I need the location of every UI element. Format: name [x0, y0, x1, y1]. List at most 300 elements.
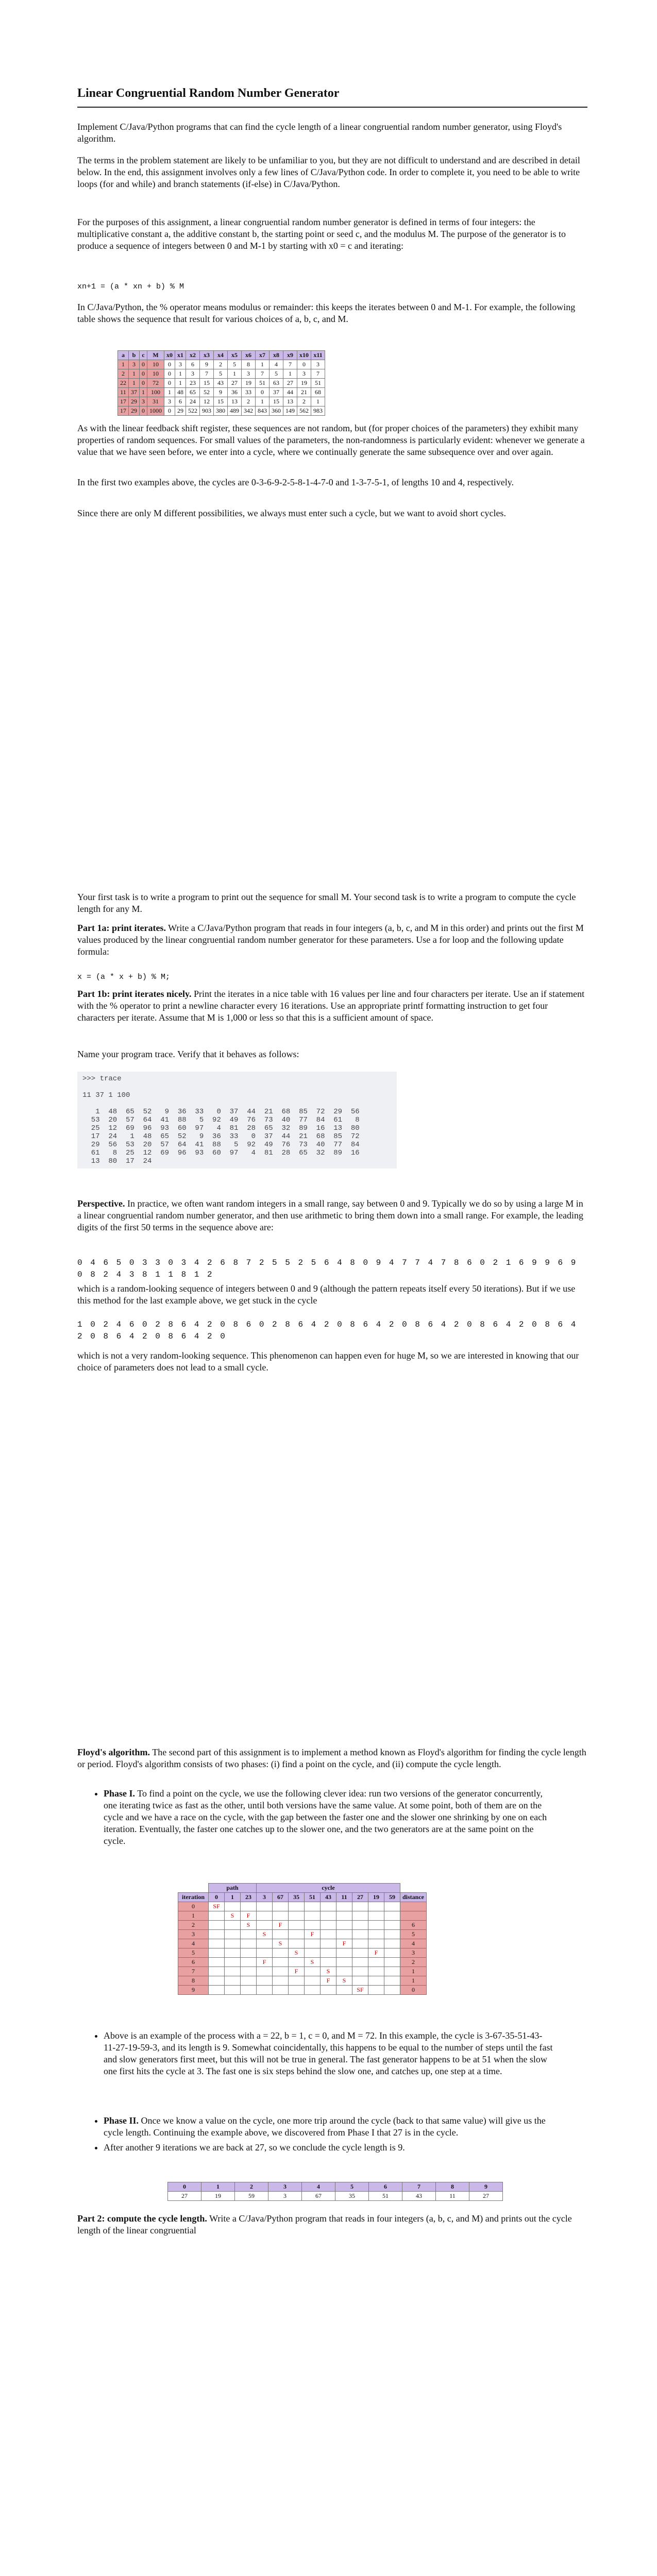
table1-cell: 7 [256, 369, 269, 379]
part1a-body: Write a C/Java/Python program that reads in four integers (a, b, c, and M in this order) and prints out the first M values produced by the linear congruential random number generator for these parameters. Use a for loop and the following update formula: [77, 923, 584, 957]
table2-cell [321, 1921, 336, 1930]
table2-header-cell: 35 [289, 1893, 305, 1902]
table1-cell: 21 [297, 388, 311, 397]
table1-cell: 342 [242, 406, 256, 416]
table2-cell [384, 1930, 400, 1939]
table2-cell [384, 1921, 400, 1930]
table2-cell: F [257, 1958, 273, 1967]
table2-header-cell: 27 [352, 1893, 368, 1902]
table1-cell: 24 [186, 397, 200, 406]
table2-cell [305, 1976, 321, 1986]
table2-cell [384, 1976, 400, 1986]
table1-cell: 33 [242, 388, 256, 397]
table1-cell: 1000 [147, 406, 164, 416]
table2-cell [225, 1930, 241, 1939]
table1-header-cell: M [147, 351, 164, 360]
table2-cell [225, 1958, 241, 1967]
table1-cell: 23 [186, 379, 200, 388]
table1-cell: 1 [175, 369, 186, 379]
table3-index-cell: 3 [268, 2182, 302, 2192]
phase2-heading: Phase II. [104, 2115, 139, 2126]
table1-cell: 1 [164, 388, 175, 397]
table2-cell [257, 1902, 273, 1911]
table1-cell: 100 [147, 388, 164, 397]
table1-cell: 0 [140, 369, 147, 379]
table2-cell [241, 1939, 257, 1948]
part1a-paragraph [77, 922, 587, 958]
table2-cell [368, 1986, 384, 1995]
table1-header-cell: x1 [175, 351, 186, 360]
table1-header-cell: b [129, 351, 140, 360]
table1-cell: 10 [147, 369, 164, 379]
table1-cell: 3 [129, 360, 140, 369]
table1-cell: 17 [118, 397, 129, 406]
perspective-body: In practice, we often want random integers in a small range, say between 0 and 9. Typically we do so by using a large M in a linear congruential random number generator, and then use arithmetic to bring them down into a small range. For example, the leading digits of the first 50 terms in the sequence above are: [77, 1198, 583, 1232]
table2-row [178, 1921, 427, 1930]
table2-row [178, 1986, 427, 1995]
table1-cell: 0 [140, 379, 147, 388]
table2-cell [384, 1967, 400, 1976]
table1-cell: 1 [311, 397, 325, 406]
table2-cell [225, 1948, 241, 1958]
lcg-example-table [117, 350, 325, 416]
table2-header-cell: 67 [273, 1893, 289, 1902]
table1-cell: 22 [118, 379, 129, 388]
table2-header-cell: iteration [178, 1893, 209, 1902]
phase1-heading: Phase I. [104, 1788, 136, 1799]
table2-row [178, 1930, 427, 1939]
table1-cell: 3 [164, 397, 175, 406]
table2-cell [241, 1902, 257, 1911]
table2-cell: F [241, 1911, 257, 1921]
table2-cell [336, 1986, 352, 1995]
table3-value-cell: 3 [268, 2192, 302, 2201]
table2-cell [352, 1911, 368, 1921]
table2-cell [336, 1958, 352, 1967]
table2-cell [289, 1986, 305, 1995]
table1-cell: 1 [228, 369, 242, 379]
phase2-body: Once we know a value on the cycle, one more trip around the cycle (back to that same value) will give us the cycle length. Continuing the example above, we discovered from Phase I that 27 is in the cycle. [104, 2115, 546, 2138]
table3-index-cell: 9 [469, 2182, 503, 2192]
table1-cell: 37 [129, 388, 140, 397]
table2-cell [368, 1967, 384, 1976]
table1-cell: 2 [118, 369, 129, 379]
table1-cell: 1 [140, 388, 147, 397]
table2-cell [321, 1902, 336, 1911]
table3-value-cell: 51 [369, 2192, 402, 2201]
floyd-race-table [178, 1883, 427, 1995]
table1-cell: 52 [200, 388, 214, 397]
table2-cell [209, 1921, 225, 1930]
phase1-body: To find a point on the cycle, we use the following clever idea: run two versions of the generator concurrently, one iterating twice as fast as the other, until both versions have the same value. At some point, both of them are on the cycle and we have a race on the cycle, with the gap between the faster one and the slower one shrinking by one on each iteration. Eventually, the faster one catches up to the slower one, and the two generators are at the same point on the cycle. [104, 1788, 547, 1846]
table2-cell [273, 1967, 289, 1976]
table2-cell [368, 1958, 384, 1967]
table1-cell: 19 [297, 379, 311, 388]
table1-cell: 5 [269, 369, 283, 379]
table2-cell: 1 [178, 1911, 209, 1921]
table2-row [178, 1967, 427, 1976]
table2-cell [209, 1939, 225, 1948]
table3-index-cell: 8 [436, 2182, 469, 2192]
table2-cell [273, 1911, 289, 1921]
table1-cell: 903 [200, 406, 214, 416]
table2-cell [273, 1948, 289, 1958]
part1b-heading: Part 1b: print iterates nicely. [77, 989, 192, 999]
stuck-cycle-sequence: 1 0 2 4 6 0 2 8 6 4 2 0 8 6 0 2 8 6 4 2 0 8 6 4 2 0 8 6 4 2 0 8 6 4 2 0 8 6 4 2 0 8 6 4 2 0 8 6 4 2 0 [77, 1320, 578, 1341]
table2-cell [336, 1902, 352, 1911]
table1-cell: 0 [140, 406, 147, 416]
part1-intro: Your first task is to write a program to print out the sequence for small M. Your second task is to write a program to compute the cycle length for any M. [77, 892, 576, 914]
table1-header-cell: x5 [228, 351, 242, 360]
table2-cell: 3 [400, 1948, 427, 1958]
table2-cell [384, 1911, 400, 1921]
table2-cell [336, 1930, 352, 1939]
table1-cell: 0 [256, 388, 269, 397]
table2-cell [273, 1930, 289, 1939]
table2-cell: F [289, 1967, 305, 1976]
table1-row [118, 369, 325, 379]
table1-cell: 5 [214, 369, 228, 379]
table1-row [118, 388, 325, 397]
table2-cell [321, 1911, 336, 1921]
table1-cell: 1 [256, 360, 269, 369]
table1-cell: 65 [186, 388, 200, 397]
part1a-heading: Part 1a: print iterates. [77, 923, 166, 933]
table2-cell [209, 1986, 225, 1995]
table1-cell: 51 [256, 379, 269, 388]
intro-paragraph-7: Since there are only M different possibilities, we always must enter such a cycle, but we want to avoid short cycles. [77, 508, 506, 518]
table2-cell: S [241, 1921, 257, 1930]
table1-cell: 489 [228, 406, 242, 416]
table2-cell: 0 [178, 1902, 209, 1911]
table1-header-cell: x0 [164, 351, 175, 360]
path-group-header: path [209, 1884, 257, 1893]
table2-cell [273, 1986, 289, 1995]
table2-cell [209, 1976, 225, 1986]
table1-cell: 15 [269, 397, 283, 406]
table2-header-cell: 11 [336, 1893, 352, 1902]
table2-cell [289, 1902, 305, 1911]
table3-index-cell: 4 [302, 2182, 335, 2192]
table2-cell: 7 [178, 1967, 209, 1976]
table1-header-cell: x3 [200, 351, 214, 360]
table1-cell: 29 [175, 406, 186, 416]
table2-cell [273, 1976, 289, 1986]
part1b-paragraph [77, 988, 587, 1024]
table2-cell [273, 1958, 289, 1967]
phase1-item [104, 1788, 554, 1847]
table1-cell: 37 [269, 388, 283, 397]
part2-body: Write a C/Java/Python program that reads in four integers (a, b, c, and M) and prints out the cycle length of the linear congruential [77, 2213, 572, 2235]
table1-header-cell: x10 [297, 351, 311, 360]
phase2-conclusion: • After another 9 iterations we are back at 27, so we conclude the cycle length is 9. [104, 2142, 554, 2154]
table1-cell: 1 [256, 397, 269, 406]
table2-cell [241, 1986, 257, 1995]
table2-cell: 9 [178, 1986, 209, 1995]
part2-paragraph [77, 2213, 587, 2236]
table2-cell: S [321, 1967, 336, 1976]
floyd-paragraph [77, 1747, 587, 1770]
example-item: • Above is an example of the process with a = 22, b = 1, c = 0, and M = 72. In this example, the cycle is 3-67-35-51-43-11-27-19-59-3, and its length is 9. Somewhat coincidentally, this happens to be equal to the number of steps until the fast and slow generators first meet, but this will not be true in general. The fast generator happens to be at 51 when the slow one first hits the cycle at 3. The fast one is six steps behind the slow one, and catches up, one step at a time. [104, 2030, 554, 2077]
table2-cell [257, 1948, 273, 1958]
table2-cell [305, 1921, 321, 1930]
table2-cell [225, 1939, 241, 1948]
table2-cell [336, 1948, 352, 1958]
phase1-list [90, 1788, 554, 1847]
table2-cell [384, 1939, 400, 1948]
table2-cell: S [273, 1939, 289, 1948]
table3-index-cell: 0 [168, 2182, 201, 2192]
table2-cell: F [273, 1921, 289, 1930]
table2-cell: 6 [400, 1921, 427, 1930]
table2-cell [225, 1921, 241, 1930]
table1-cell: 4 [269, 360, 283, 369]
table1-cell: 15 [214, 397, 228, 406]
table2-cell [289, 1930, 305, 1939]
table2-cell: 5 [400, 1930, 427, 1939]
table1-cell: 29 [129, 397, 140, 406]
table1-row [118, 397, 325, 406]
table1-cell: 7 [200, 369, 214, 379]
table1-cell: 0 [297, 360, 311, 369]
table1-cell: 1 [283, 369, 297, 379]
table1-cell: 31 [147, 397, 164, 406]
recurrence-formula: xn+1 = (a * xn + b) % M [77, 282, 184, 291]
intro-paragraph-6: In the first two examples above, the cycles are 0-3-6-9-2-5-8-1-4-7-0 and 1-3-7-5-1, of lengths 10 and 4, respectively. [77, 477, 514, 487]
example-list [90, 2030, 554, 2077]
table1-cell: 1 [118, 360, 129, 369]
table2-cell [321, 1948, 336, 1958]
table1-cell: 13 [283, 397, 297, 406]
table2-cell [336, 1921, 352, 1930]
table1-cell: 27 [228, 379, 242, 388]
table2-cell [257, 1939, 273, 1948]
title-rule [77, 107, 587, 108]
table1-row [118, 360, 325, 369]
table3-index-cell: 5 [335, 2182, 369, 2192]
table2-header-cell: 1 [225, 1893, 241, 1902]
table2-header-cell: 43 [321, 1893, 336, 1902]
table2-cell [289, 1939, 305, 1948]
table2-cell [257, 1967, 273, 1976]
table2-cell [400, 1911, 427, 1921]
table2-cell [368, 1930, 384, 1939]
table2-cell [368, 1976, 384, 1986]
table2-cell: 8 [178, 1976, 209, 1986]
trace-name-line: Name your program trace. Verify that it behaves as follows: [77, 1049, 299, 1059]
table3-value-cell: 35 [335, 2192, 369, 2201]
table3-value-cell: 11 [436, 2192, 469, 2201]
table1-cell: 0 [140, 360, 147, 369]
part1b-body: Print the iterates in a nice table with 16 values per line and four characters per iterate. Use an if statement with the % operator to print a newline character every 16 iterations. Use an appropriate printf formatting instruction to get four characters per iterate. Assume that M is 1,000 or less so that this is a sufficient amount of space. [77, 989, 585, 1023]
intro-paragraph-1: Implement C/Java/Python programs that can find the cycle length of a linear congruential random number generator, using Floyd's algorithm. [77, 122, 562, 144]
table2-cell [305, 1939, 321, 1948]
table1-cell: 3 [186, 369, 200, 379]
table1-cell: 9 [214, 388, 228, 397]
table1-cell: 3 [311, 360, 325, 369]
table1-cell: 380 [214, 406, 228, 416]
table2-cell: 5 [178, 1948, 209, 1958]
table2-cell: F [305, 1930, 321, 1939]
table1-cell: 0 [164, 406, 175, 416]
table1-cell: 43 [214, 379, 228, 388]
table2-cell [225, 1967, 241, 1976]
page-title: Linear Congruential Random Number Generator [77, 87, 340, 100]
table2-cell [321, 1930, 336, 1939]
table1-cell: 17 [118, 406, 129, 416]
table2-cell: F [321, 1976, 336, 1986]
intro-paragraph-5: As with the linear feedback shift register, these sequences are not random, but (for proper choices of the parameters) they exhibit many properties of random sequences. For small values of the parameters, the non-randomness is particularly evident: whenever we generate a value that we have seen before, we enter into a cycle, where we continually generate the same subsequence over and over again. [77, 423, 585, 457]
table1-cell: 68 [311, 388, 325, 397]
table1-header-cell: c [140, 351, 147, 360]
table2-cell [305, 1948, 321, 1958]
table1-header-cell: x9 [283, 351, 297, 360]
trace-sample-output: >>> trace 11 37 1 100 1 48 65 52 9 36 33 0 37 44 21 68 85 72 29 56 53 20 57 64 41 88 5 92 49 76 73 40 77 84 61 8 25 12 69 96 93 60 97 4 81 28 65 32 89 16 13 80 17 24 1 48 65 52 9 36 33 0 37 44 21 68 85 72 29 56 53 20 57 64 41 88 5 92 49 76 73 40 77 84 61 8 25 12 69 96 93 60 97 4 81 28 65 32 89 16 13 80 17 24 [82, 1075, 360, 1165]
table3-value-cell: 19 [201, 2192, 235, 2201]
table1-cell: 360 [269, 406, 283, 416]
table1-cell: 44 [283, 388, 297, 397]
table2-cell [257, 1921, 273, 1930]
table2-cell [352, 1939, 368, 1948]
table2-header-cell: 23 [241, 1893, 257, 1902]
table2-row [178, 1939, 427, 1948]
intro-paragraph-2: The terms in the problem statement are likely to be unfamiliar to you, but they are not difficult to understand and are described in detail below. In the end, this assignment involves only a few lines of C/Java/Python code. In order to complete it, you need to be able to write loops (for and while) and branch statements (if-else) in C/Java/Python. [77, 155, 580, 189]
phase2-table [167, 2182, 503, 2201]
table1-cell: 19 [242, 379, 256, 388]
table2-cell [241, 1948, 257, 1958]
table1-cell: 2 [297, 397, 311, 406]
table1-header-cell: a [118, 351, 129, 360]
table2-cell [368, 1939, 384, 1948]
table2-cell: F [368, 1948, 384, 1958]
table1-cell: 3 [140, 397, 147, 406]
table1-header-cell: x7 [256, 351, 269, 360]
phase2-item [104, 2115, 554, 2139]
table1-cell: 0 [164, 369, 175, 379]
intro-paragraph-4: In C/Java/Python, the % operator means modulus or remainder: this keeps the iterates between 0 and M-1. For example, the following table shows the sequence that result for various choices of a, b, c, and M. [77, 302, 576, 324]
table1-cell: 7 [283, 360, 297, 369]
phase2-list [90, 2115, 554, 2154]
table2-cell [352, 1930, 368, 1939]
table2-cell [209, 1958, 225, 1967]
table1-cell: 2 [214, 360, 228, 369]
table2-cell [321, 1958, 336, 1967]
part1a-formula: x = (a * x + b) % M; [77, 973, 171, 981]
table2-cell: S [225, 1911, 241, 1921]
table2-cell: S [336, 1976, 352, 1986]
table2-cell [225, 1986, 241, 1995]
table1-cell: 48 [175, 388, 186, 397]
table1-cell: 1 [129, 369, 140, 379]
table2-row [178, 1902, 427, 1911]
table1-cell: 2 [242, 397, 256, 406]
table1-header-cell: x4 [214, 351, 228, 360]
table2-cell [321, 1939, 336, 1948]
table2-cell [352, 1921, 368, 1930]
table2-cell: 1 [400, 1976, 427, 1986]
table1-header-cell: x11 [311, 351, 325, 360]
table2-cell: S [305, 1958, 321, 1967]
table1-cell: 7 [311, 369, 325, 379]
table2-cell [305, 1911, 321, 1921]
table2-cell: 4 [178, 1939, 209, 1948]
table2-cell: 0 [400, 1986, 427, 1995]
table1-row [118, 406, 325, 416]
leading-digits-sequence: 0 4 6 5 0 3 3 0 3 4 2 6 8 7 2 5 5 2 5 6 4 8 0 9 4 7 7 4 7 8 6 0 2 1 6 9 9 6 9 0 8 2 4 3 8 1 1 8 1 2 [77, 1258, 578, 1279]
table2-cell [368, 1902, 384, 1911]
intro-paragraph-3: For the purposes of this assignment, a linear congruential random number generator is defined in terms of four integers: the multiplicative constant a, the additive constant b, the starting point or seed c, and the modulus M. The purpose of the generator is to produce a sequence of integers between 0 and M-1 by starting with x0 = c and iterating: [77, 217, 566, 251]
table2-header-cell: 3 [257, 1893, 273, 1902]
table1-cell: 0 [164, 360, 175, 369]
table3-index-cell: 6 [369, 2182, 402, 2192]
table3-value-cell: 27 [168, 2192, 201, 2201]
table3-value-cell: 67 [302, 2192, 335, 2201]
table2-header-cell: 59 [384, 1893, 400, 1902]
table2-cell [241, 1976, 257, 1986]
table2-cell [225, 1902, 241, 1911]
table1-cell: 3 [242, 369, 256, 379]
table2-row [178, 1958, 427, 1967]
table2-cell: S [257, 1930, 273, 1939]
table2-cell: 2 [178, 1921, 209, 1930]
table2-row [178, 1948, 427, 1958]
table1-cell: 5 [228, 360, 242, 369]
perspective-paragraph-2: which is a random-looking sequence of integers between 0 and 9 (although the pattern repeats itself every 50 iterations). But if we use this method for the last example above, we get stuck in the cycle [77, 1283, 576, 1306]
table1-cell: 13 [228, 397, 242, 406]
table2-header-cell: 0 [209, 1893, 225, 1902]
table2-cell [400, 1902, 427, 1911]
table2-cell [209, 1930, 225, 1939]
table3-value-cell: 43 [402, 2192, 436, 2201]
table1-cell: 3 [175, 360, 186, 369]
table2-row [178, 1976, 427, 1986]
table1-cell: 72 [147, 379, 164, 388]
table2-cell [336, 1967, 352, 1976]
table1-cell: 27 [283, 379, 297, 388]
table1-header-cell: x2 [186, 351, 200, 360]
table2-cell [352, 1976, 368, 1986]
table1-cell: 51 [311, 379, 325, 388]
table2-cell: 1 [400, 1967, 427, 1976]
perspective-heading: Perspective. [77, 1198, 125, 1209]
table2-cell [352, 1902, 368, 1911]
table2-cell [384, 1902, 400, 1911]
table1-cell: 562 [297, 406, 311, 416]
table2-cell [257, 1911, 273, 1921]
floyd-body: The second part of this assignment is to implement a method known as Floyd's algorithm for finding the cycle length or period. Floyd's algorithm consists of two phases: (i) find a point on the cycle, and (ii) compute the cycle length. [77, 1747, 586, 1769]
table1-cell: 6 [175, 397, 186, 406]
table2-cell [305, 1902, 321, 1911]
table2-cell [225, 1976, 241, 1986]
table2-cell [289, 1921, 305, 1930]
table2-cell [209, 1911, 225, 1921]
table2-cell: 6 [178, 1958, 209, 1967]
table2-cell [321, 1986, 336, 1995]
table2-cell [273, 1902, 289, 1911]
table1-cell: 12 [200, 397, 214, 406]
table1-row [118, 379, 325, 388]
table3-index-cell: 1 [201, 2182, 235, 2192]
table1-cell: 522 [186, 406, 200, 416]
table2-cell [368, 1921, 384, 1930]
table2-cell [257, 1986, 273, 1995]
table1-cell: 11 [118, 388, 129, 397]
table2-cell: 2 [400, 1958, 427, 1967]
table2-cell [384, 1986, 400, 1995]
table1-cell: 3 [297, 369, 311, 379]
table1-cell: 1 [129, 379, 140, 388]
table2-cell: 4 [400, 1939, 427, 1948]
